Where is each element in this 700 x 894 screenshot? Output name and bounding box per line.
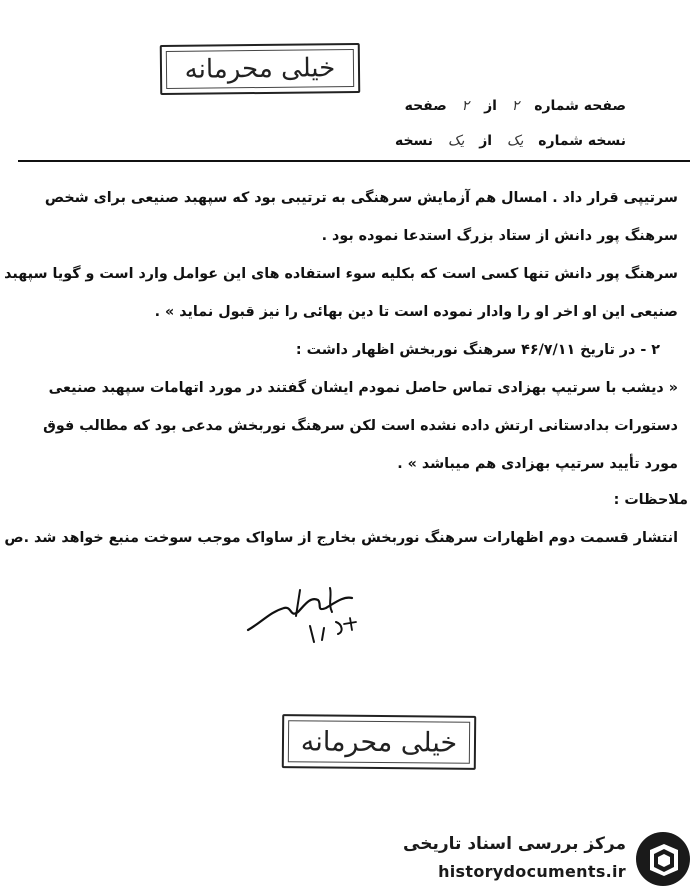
copy-number: یک [506,133,524,149]
handwritten-signature [240,582,370,652]
body-line: انتشار قسمت دوم اظهارات سرهنگ نوربخش بخارج از ساواک موجب سوخت منبع خواهد شد .ص [4,530,678,546]
body-line: سرهنگ پور دانش تنها کسی است که بکلیه سوء استفاده های این عوامل وارد است و گویا سپهبد [4,266,678,282]
page-of: از [484,98,497,114]
header-divider [18,160,690,162]
copy-label: نسخه شماره [538,133,626,149]
classification-stamp-top [160,43,361,95]
page-total: ۲ [461,98,470,114]
archive-logo-icon [634,830,692,888]
classification-stamp-top-text: خیلی محرمانه [184,53,336,85]
classification-stamp-bottom-text: خیلی محرمانه [300,725,458,759]
page-number-line [405,98,626,114]
page-number: ۲ [511,98,520,114]
copy-number-line [395,133,626,149]
body-line: ۲ - در تاریخ ۴۶/۷/۱۱ سرهنگ نوربخش اظهار داشت : [295,342,660,358]
copy-of: از [479,133,493,149]
body-line: « دیشب با سرتیپ بهزادی تماس حاصل نمودم ایشان گفتند در مورد اتهامات سپهبد صنیعی [48,380,678,396]
remarks-heading: ملاحظات : [613,492,688,508]
classification-stamp-bottom [282,714,476,770]
body-line: دستورات بدادستانی ارتش داده نشده است لکن سرهنگ نوربخش مدعی بود که مطالب فوق [43,418,678,434]
page-suffix: صفحه [404,98,447,114]
archive-name: مرکز بررسی اسناد تاریخی [403,834,626,854]
body-line: صنیعی این او اخر او را وادار نموده است تا دین بهائی را نیز قبول نماید » . [154,304,678,320]
archive-watermark [403,822,700,894]
page-label: صفحه شماره [534,98,626,114]
copy-suffix: نسخه [394,133,434,149]
copy-total: یک [447,133,465,149]
body-line: سرهنگ پور دانش از ستاد بزرگ استدعا نموده بود . [321,228,678,244]
archive-url: historydocuments.ir [438,862,626,881]
body-line: مورد تأیید سرتیپ بهزادی هم میباشد » . [397,456,678,472]
body-line: سرتیپی قرار داد . امسال هم آزمایش سرهنگی به ترتیبی بود که سپهبد صنیعی برای شخص [44,190,678,206]
